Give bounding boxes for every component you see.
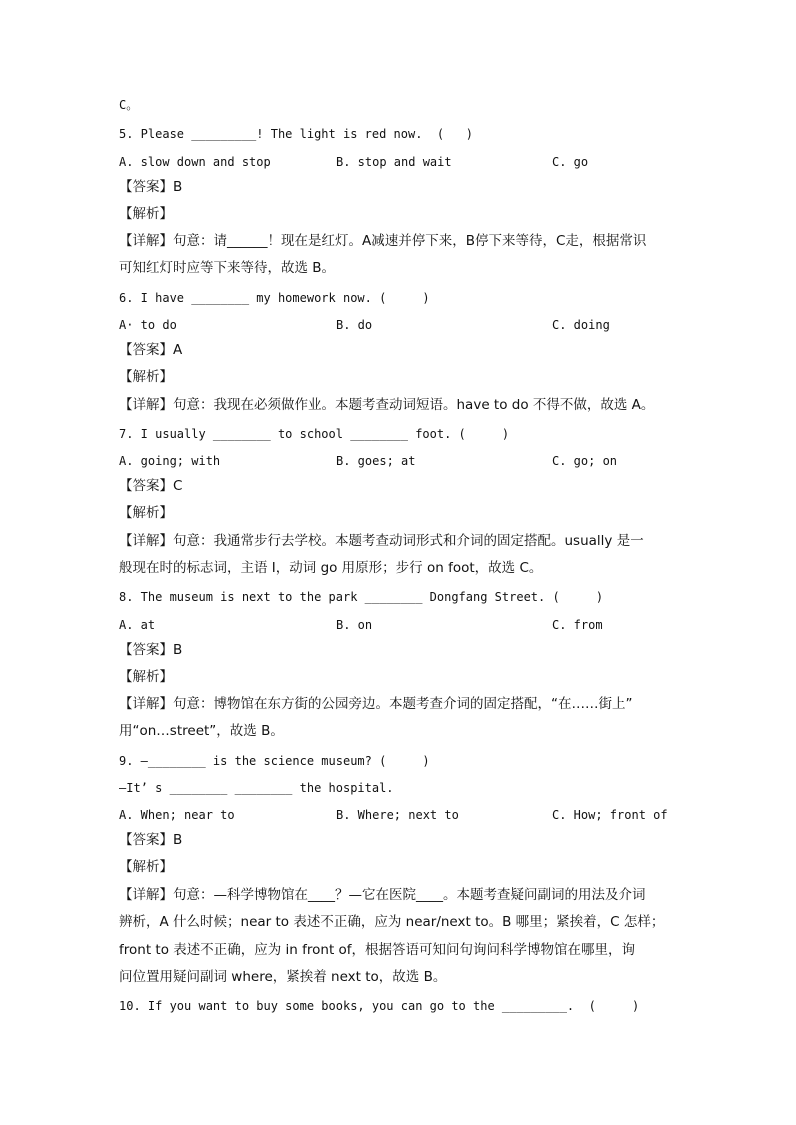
q9-detail-line-1: 【详解】句意：—科学博物馆在____？—它在医院____。本题考查疑问副词的用法及介词 [119, 887, 646, 903]
q6-detail-line-1: 【详解】句意：我现在必须做作业。本题考查动词短语。have to do 不得不做，故选 A。 [119, 397, 655, 413]
q8-detail-line-1: 【详解】句意：博物馆在东方街的公园旁边。本题考查介词的固定搭配，“在……街上” [119, 696, 633, 712]
q7-option-a: A. going; with [119, 454, 221, 468]
q5-option-b: B. stop and wait [336, 155, 452, 169]
question-7: 7. I usually ________ to school ________ foot. ( ) [119, 427, 510, 441]
q7-option-b: B. goes; at [336, 454, 416, 468]
question-9-reply: —It’ s ________ ________ the hospital. [119, 781, 394, 795]
q8-option-b: B. on [336, 618, 373, 632]
q5-answer: 【答案】B [119, 179, 183, 195]
question-10: 10. If you want to buy some books, you can go to the _________. ( ) [119, 999, 640, 1013]
q5-option-c: C. go [552, 155, 589, 169]
question-8: 8. The museum is next to the park ________ Dongfang Street. ( ) [119, 590, 604, 604]
q6-option-b: B. do [336, 318, 373, 332]
q9-detail-line-4: 问位置用疑问副词 where，紧挨着 next to，故选 B。 [119, 969, 447, 985]
q7-answer: 【答案】C [119, 478, 183, 494]
q5-option-a: A. slow down and stop [119, 155, 271, 169]
question-6: 6. I have ________ my homework now. ( ) [119, 291, 430, 305]
q6-option-a: A· to do [119, 318, 177, 332]
q6-answer: 【答案】A [119, 342, 183, 358]
q8-analysis-heading: 【解析】 [119, 669, 173, 685]
q9-analysis-heading: 【解析】 [119, 859, 173, 875]
q8-answer: 【答案】B [119, 642, 183, 658]
q9-option-c: C. How; front of [552, 808, 668, 822]
q7-option-c: C. go; on [552, 454, 618, 468]
q7-detail-line-1: 【详解】句意：我通常步行去学校。本题考查动词形式和介词的固定搭配。usually 是一 [119, 533, 644, 549]
q5-detail-line-1: 【详解】句意：请______！现在是红灯。A减速并停下来，B停下来等待，C走，根据常识 [119, 233, 647, 249]
q5-detail-line-2: 可知红灯时应等下来等待，故选 B。 [119, 260, 336, 276]
q9-detail-line-3: front to 表述不正确，应为 in front of，根据答语可知问句询问科学博物馆在哪里，询 [119, 942, 636, 958]
q8-option-a: A. at [119, 618, 156, 632]
question-5: 5. Please _________! The light is red now. ( ) [119, 127, 474, 141]
q9-detail-line-2: 辨析，A 什么时候；near to 表述不正确，应为 near/next to。B 哪里；紧挨着，C 怎样； [119, 914, 665, 930]
q6-option-c: C. doing [552, 318, 610, 332]
q7-analysis-heading: 【解析】 [119, 505, 173, 521]
q7-detail-line-2: 般现在时的标志词，主语 I，动词 go 用原形；步行 on foot，故选 C。 [119, 560, 543, 576]
q5-analysis-heading: 【解析】 [119, 206, 173, 222]
question-9: 9. —________ is the science museum? ( ) [119, 754, 430, 768]
q8-option-c: C. from [552, 618, 603, 632]
answer-fragment: C。 [119, 98, 139, 112]
q9-option-b: B. Where; next to [336, 808, 459, 822]
q8-detail-line-2: 用“on…street”，故选 B。 [119, 723, 284, 739]
q6-analysis-heading: 【解析】 [119, 369, 173, 385]
q9-option-a: A. When; near to [119, 808, 235, 822]
q9-answer: 【答案】B [119, 832, 183, 848]
